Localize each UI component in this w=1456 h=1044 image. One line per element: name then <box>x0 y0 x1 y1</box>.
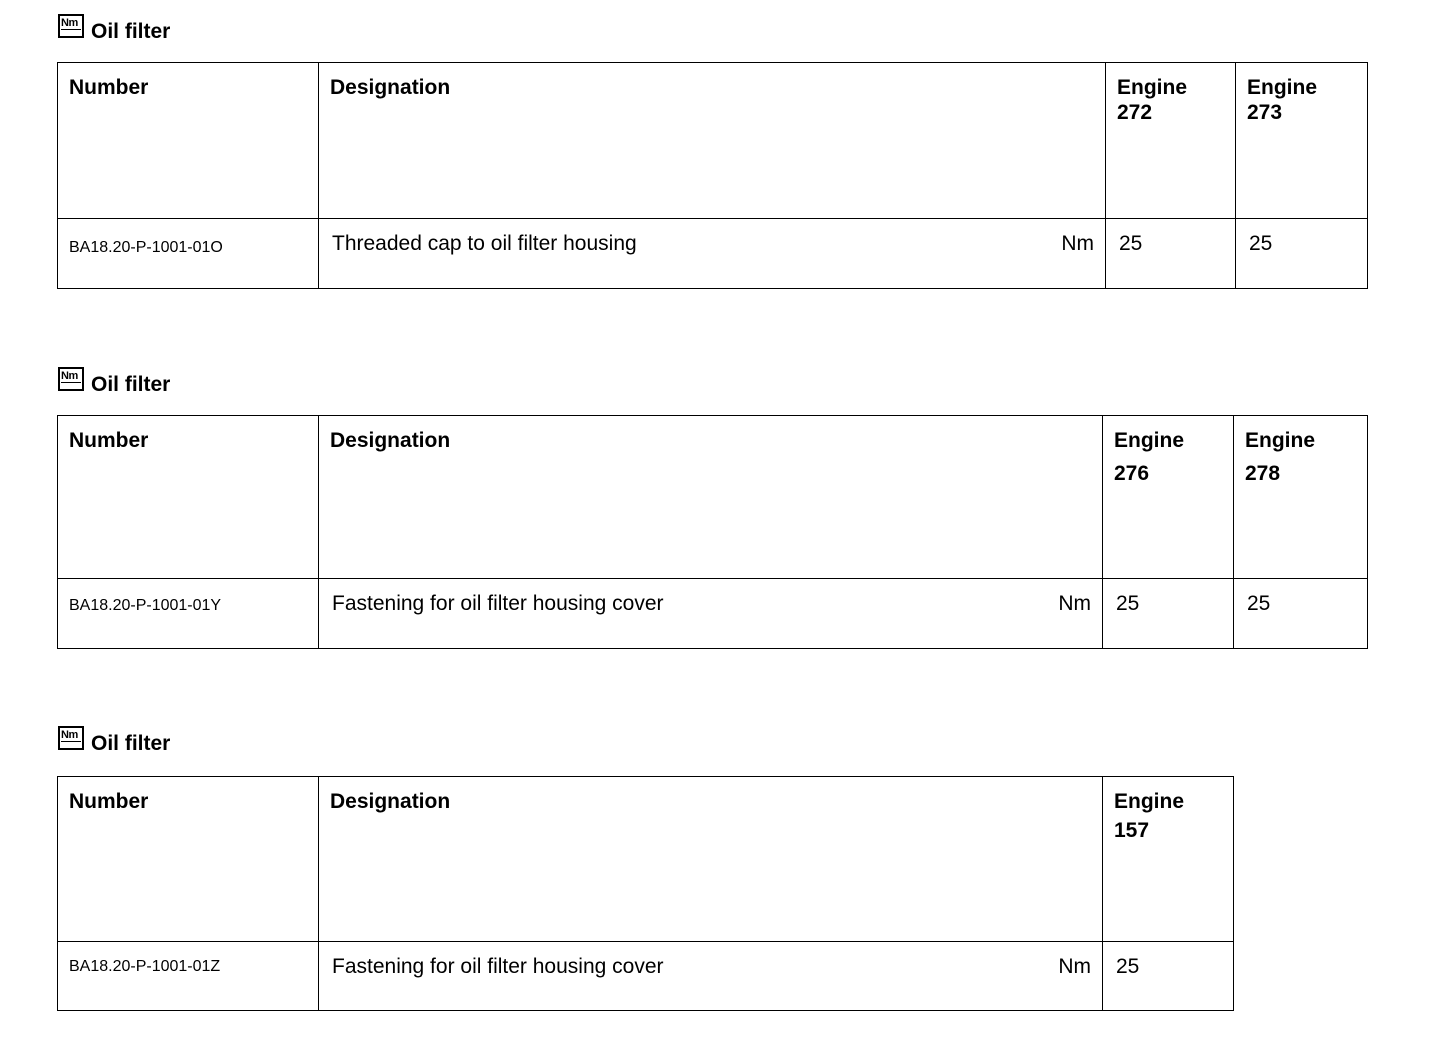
header-designation: Designation <box>319 63 1106 219</box>
table-row <box>58 579 1368 649</box>
unit-text: Nm <box>1061 232 1094 255</box>
header-engine: Engine 273 <box>1236 63 1368 219</box>
header-engine: Engine 157 <box>1103 777 1234 942</box>
unit-text: Nm <box>1058 955 1091 978</box>
torque-table <box>57 776 1234 1011</box>
header-engine: Engine 276 <box>1103 416 1234 579</box>
table-header-row <box>58 777 1234 942</box>
header-designation: Designation <box>319 777 1103 942</box>
cell-number: BA18.20-P-1001-01Z <box>58 942 319 1011</box>
torque-table <box>57 415 1368 649</box>
section-title <box>58 726 170 756</box>
torque-nm-icon: Nm <box>58 14 84 38</box>
cell-value: 25 <box>1103 942 1234 1011</box>
unit-text: Nm <box>1058 592 1091 615</box>
designation-text: Threaded cap to oil filter housing <box>332 232 637 255</box>
header-number: Number <box>58 63 319 219</box>
section-title <box>58 14 170 44</box>
designation-text: Fastening for oil filter housing cover <box>332 955 664 978</box>
section-title <box>58 367 170 397</box>
section-title-text: Oil filter <box>91 20 171 43</box>
cell-number: BA18.20-P-1001-01O <box>58 219 319 289</box>
table-header-row <box>58 63 1368 219</box>
cell-number: BA18.20-P-1001-01Y <box>58 579 319 649</box>
header-number: Number <box>58 416 319 579</box>
section-title-text: Oil filter <box>91 732 171 755</box>
torque-nm-icon: Nm <box>58 726 84 750</box>
table-header-row <box>58 416 1368 579</box>
header-designation: Designation <box>319 416 1103 579</box>
header-engine: Engine 278 <box>1234 416 1368 579</box>
cell-designation <box>319 579 1103 649</box>
cell-designation <box>319 942 1103 1011</box>
torque-nm-icon: Nm <box>58 367 84 391</box>
table-row <box>58 219 1368 289</box>
header-engine: Engine 272 <box>1106 63 1236 219</box>
cell-value: 25 <box>1103 579 1234 649</box>
cell-designation <box>319 219 1106 289</box>
section-title-text: Oil filter <box>91 373 171 396</box>
header-number: Number <box>58 777 319 942</box>
cell-value: 25 <box>1106 219 1236 289</box>
torque-table <box>57 62 1368 289</box>
designation-text: Fastening for oil filter housing cover <box>332 592 664 615</box>
table-row <box>58 942 1234 1011</box>
cell-value: 25 <box>1236 219 1368 289</box>
cell-value: 25 <box>1234 579 1368 649</box>
